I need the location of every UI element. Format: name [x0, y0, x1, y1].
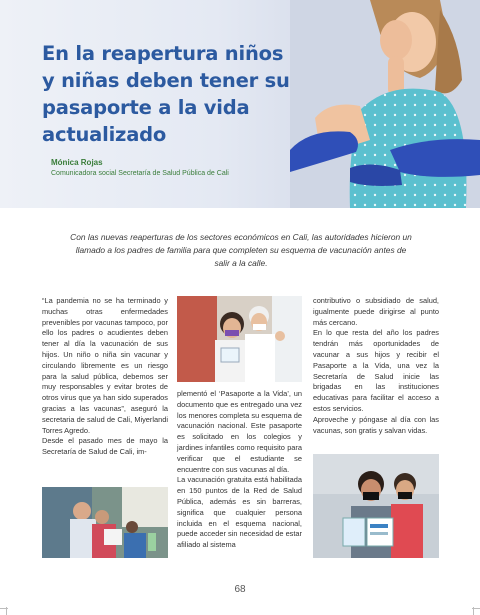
lead-paragraph: Con las nuevas reaperturas de los sectores económicos en Cali, las autoridades hicieron un llamado a los padres de familia para que completen su esquema de vacunación antes de salir a la calle.: [70, 232, 412, 268]
crop-mark: [472, 608, 480, 609]
paragraph: plementó el ‘Pasaporte a la Vida’, un documento que es entregado una vez los menores completa su esquema de vacunación nacional. Este pasaporte es solicitado en los colegios y jardines infantiles como requisito para verificar que el estudiante se encuentre con sus vacunas al día.: [177, 389, 302, 474]
paragraph: Desde el pasado mes de mayo la Secretaría de Salud de Cali, im-: [42, 436, 168, 457]
paragraph: “La pandemia no se ha terminado y muchas otras enfermedades prevenibles por vacunas tampoco, por ello los padres o acudientes deben tener al día la vacunación de sus hijos. Un niño o niña sin vacunar y circulando libremente es un riesgo para la salud pública, debemos ser muy responsables y evitar brotes de otros virus que ya han sido superados gracias a las vacunas”, aseguró la secretaria de salud de Cali, Miyerlandi Torres Agredo.: [42, 296, 168, 435]
photo-vaccination-center: [42, 487, 168, 558]
article-title: En la reapertura niños y niñas deben tener su pasaporte a la vida actualizado: [42, 42, 290, 146]
photo-mother-child-passport: [313, 454, 439, 558]
hero-banner: [0, 0, 480, 208]
crop-mark: [0, 608, 8, 609]
text-column-1: [42, 296, 168, 458]
paragraph: contributivo o subsidiado de salud, igualmente puede dirigirse al punto más cercano.: [313, 296, 439, 327]
paragraph: Aproveche y póngase al día con las vacunas, son gratis y salvan vidas.: [313, 414, 439, 435]
hero-photo-girl-vaccination: [290, 0, 480, 208]
page-number: 68: [234, 584, 246, 595]
author-role: Comunicadora social Secretaría de Salud Pública de Cali: [51, 170, 229, 177]
text-column-3: [313, 296, 439, 436]
paragraph: En lo que resta del año los padres tendrán más oportunidades de vacunar a sus hijos y recibir el Pasaporte a la Vida, una vez la Secretaría de Salud inicie las brigadas en las instituciones educativas para facilitar el acceso a estos servicios.: [313, 328, 439, 413]
paragraph: La vacunación gratuita está habilitada en 150 puntos de la Red de Salud Pública, además es sin barreras, significa que cualquier persona incluida en el esquema nacional, puede acceder sin necesidad de estar afiliado al sistema: [177, 475, 302, 550]
author-name: Mónica Rojas: [51, 158, 103, 167]
text-column-2: [177, 389, 302, 551]
photo-girl-with-passport: [177, 296, 302, 382]
